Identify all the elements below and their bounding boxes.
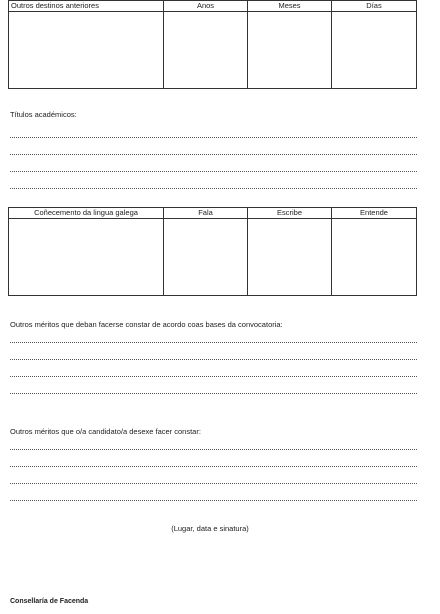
meritos-bases-line-4[interactable] xyxy=(10,393,417,394)
cell-meses-entry[interactable] xyxy=(248,12,332,89)
meritos-candidato-line-3[interactable] xyxy=(10,483,417,484)
cell-escribe-entry[interactable] xyxy=(248,219,332,296)
meritos-bases-line-2[interactable] xyxy=(10,359,417,360)
footer-department: Consellaría de Facenda xyxy=(10,598,89,605)
cell-entende-entry[interactable] xyxy=(332,219,417,296)
header-meses: Meses xyxy=(248,1,332,12)
meritos-bases-line-3[interactable] xyxy=(10,376,417,377)
header-outros-destinos: Outros destinos anteriores xyxy=(9,1,164,12)
outros-meritos-bases-label: Outros méritos que deban facerse constar de acordo coas bases da convocatoria: xyxy=(10,320,283,329)
meritos-candidato-line-4[interactable] xyxy=(10,500,417,501)
cell-fala-entry[interactable] xyxy=(164,219,248,296)
meritos-candidato-line-1[interactable] xyxy=(10,449,417,450)
titulos-line-4[interactable] xyxy=(10,188,417,189)
outros-meritos-candidato-label: Outros méritos que o/a candidato/a desexe facer constar: xyxy=(10,427,201,436)
header-escribe: Escribe xyxy=(248,208,332,219)
cell-dias-entry[interactable] xyxy=(332,12,417,89)
titulos-line-2[interactable] xyxy=(10,154,417,155)
header-dias: Días xyxy=(332,1,417,12)
table-header-row xyxy=(9,208,417,219)
table-header-row xyxy=(9,1,417,12)
table-row xyxy=(9,219,417,296)
titulos-line-3[interactable] xyxy=(10,171,417,172)
galician-language-table xyxy=(8,207,417,296)
cell-destinos-entry[interactable] xyxy=(9,12,164,89)
meritos-candidato-line-2[interactable] xyxy=(10,466,417,467)
header-conecemento: Coñecemento da lingua galega xyxy=(9,208,164,219)
meritos-bases-line-1[interactable] xyxy=(10,342,417,343)
previous-postings-table xyxy=(8,0,417,89)
header-anos: Anos xyxy=(164,1,248,12)
titulos-line-1[interactable] xyxy=(10,137,417,138)
cell-lingua-entry[interactable] xyxy=(9,219,164,296)
titulos-academicos-label: Títulos académicos: xyxy=(10,110,77,119)
header-fala: Fala xyxy=(164,208,248,219)
signature-label: (Lugar, data e sinatura) xyxy=(171,524,249,533)
header-entende: Entende xyxy=(332,208,417,219)
table-row xyxy=(9,12,417,89)
cell-anos-entry[interactable] xyxy=(164,12,248,89)
